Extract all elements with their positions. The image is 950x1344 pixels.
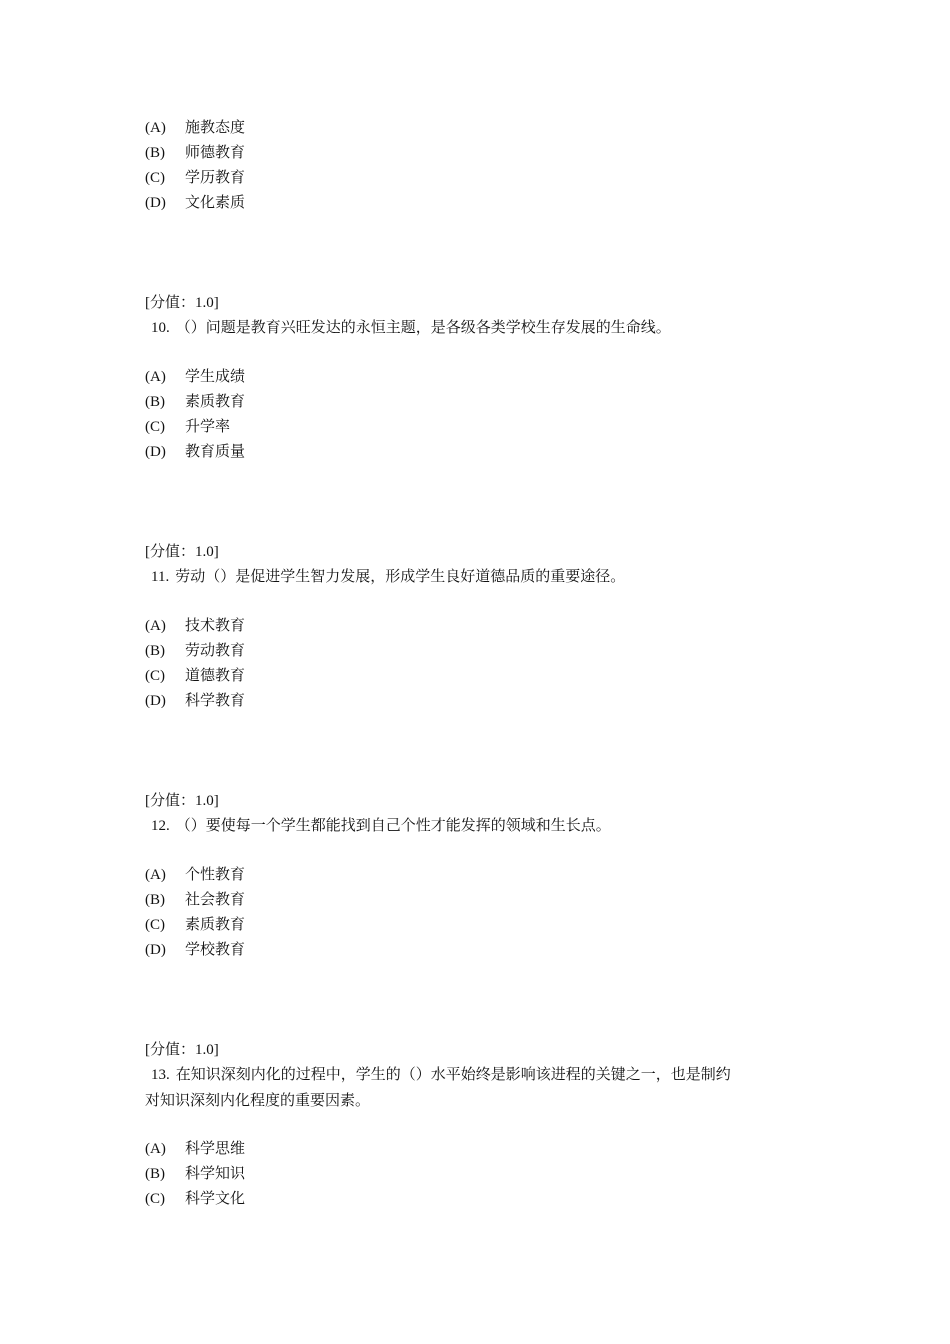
question-number: 11. [151, 569, 170, 585]
option-text: 科学思维 [185, 1139, 246, 1157]
option-text: 技术教育 [185, 616, 246, 634]
option-d [145, 688, 825, 713]
option-d [145, 439, 825, 464]
option-letter: (A) [145, 1141, 166, 1157]
question-11-options [145, 613, 825, 713]
question-12 [145, 789, 825, 839]
option-letter: (A) [145, 867, 166, 883]
option-text: 施教态度 [185, 118, 246, 136]
option-letter: (C) [145, 419, 165, 435]
option-text: 素质教育 [185, 915, 246, 933]
option-c [145, 165, 825, 190]
option-b [145, 389, 825, 414]
question-10-options [145, 364, 825, 464]
question-12-options [145, 862, 825, 962]
option-a [145, 862, 825, 887]
option-a [145, 364, 825, 389]
option-text: 道德教育 [185, 666, 246, 684]
question-stem-continued: 对知识深刻内化程度的重要因素。 [145, 1091, 371, 1109]
option-text: 个性教育 [185, 865, 246, 883]
question-stem: （）要使每一个学生都能找到自己个性才能发挥的领域和生长点。 [175, 816, 611, 834]
option-d [145, 937, 825, 962]
option-text: 文化素质 [185, 193, 246, 211]
question-9-options [145, 115, 825, 215]
question-11 [145, 540, 825, 590]
question-13-options [145, 1136, 825, 1211]
option-letter: (D) [145, 444, 166, 460]
option-d [145, 190, 825, 215]
question-number: 10. [151, 320, 170, 336]
option-text: 科学文化 [185, 1189, 246, 1207]
option-b [145, 638, 825, 663]
question-text [145, 564, 825, 590]
option-letter: (C) [145, 1191, 165, 1207]
question-10 [145, 291, 825, 341]
option-letter: (B) [145, 643, 165, 659]
score-label: [分值：1.0] [145, 295, 219, 311]
question-stem: 在知识深刻内化的过程中，学生的（）水平始终是影响该进程的关键之一，也是制约 [175, 1065, 731, 1083]
option-c [145, 414, 825, 439]
score-label: [分值：1.0] [145, 1042, 219, 1058]
option-a [145, 1136, 825, 1161]
option-letter: (A) [145, 369, 166, 385]
question-text [145, 1062, 825, 1088]
option-text: 劳动教育 [185, 641, 246, 659]
option-letter: (A) [145, 618, 166, 634]
option-c [145, 1186, 825, 1211]
question-stem: （）问题是教育兴旺发达的永恒主题，是各级各类学校生存发展的生命线。 [175, 318, 671, 336]
option-letter: (B) [145, 892, 165, 908]
option-b [145, 140, 825, 165]
option-letter: (C) [145, 668, 165, 684]
question-text [145, 813, 825, 839]
option-letter: (B) [145, 145, 165, 161]
score-label: [分值：1.0] [145, 544, 219, 560]
option-a [145, 613, 825, 638]
option-b [145, 1161, 825, 1186]
option-letter: (C) [145, 170, 165, 186]
option-text: 升学率 [185, 417, 231, 435]
option-letter: (C) [145, 917, 165, 933]
option-text: 学历教育 [185, 168, 246, 186]
option-letter: (B) [145, 394, 165, 410]
question-number: 12. [151, 818, 170, 834]
option-b [145, 887, 825, 912]
option-c [145, 663, 825, 688]
question-text [145, 315, 825, 341]
score-label: [分值：1.0] [145, 793, 219, 809]
option-letter: (B) [145, 1166, 165, 1182]
option-text: 师德教育 [185, 143, 246, 161]
option-text: 科学教育 [185, 691, 246, 709]
question-stem: 劳动（）是促进学生智力发展，形成学生良好道德品质的重要途径。 [175, 567, 626, 585]
option-text: 素质教育 [185, 392, 246, 410]
option-text: 学校教育 [185, 940, 246, 958]
option-text: 社会教育 [185, 890, 246, 908]
option-letter: (A) [145, 120, 166, 136]
option-text: 学生成绩 [185, 367, 246, 385]
option-letter: (D) [145, 195, 166, 211]
option-a [145, 115, 825, 140]
option-letter: (D) [145, 693, 166, 709]
option-letter: (D) [145, 942, 166, 958]
option-c [145, 912, 825, 937]
option-text: 科学知识 [185, 1164, 246, 1182]
option-text: 教育质量 [185, 442, 246, 460]
question-13 [145, 1038, 825, 1113]
question-number: 13. [151, 1067, 170, 1083]
